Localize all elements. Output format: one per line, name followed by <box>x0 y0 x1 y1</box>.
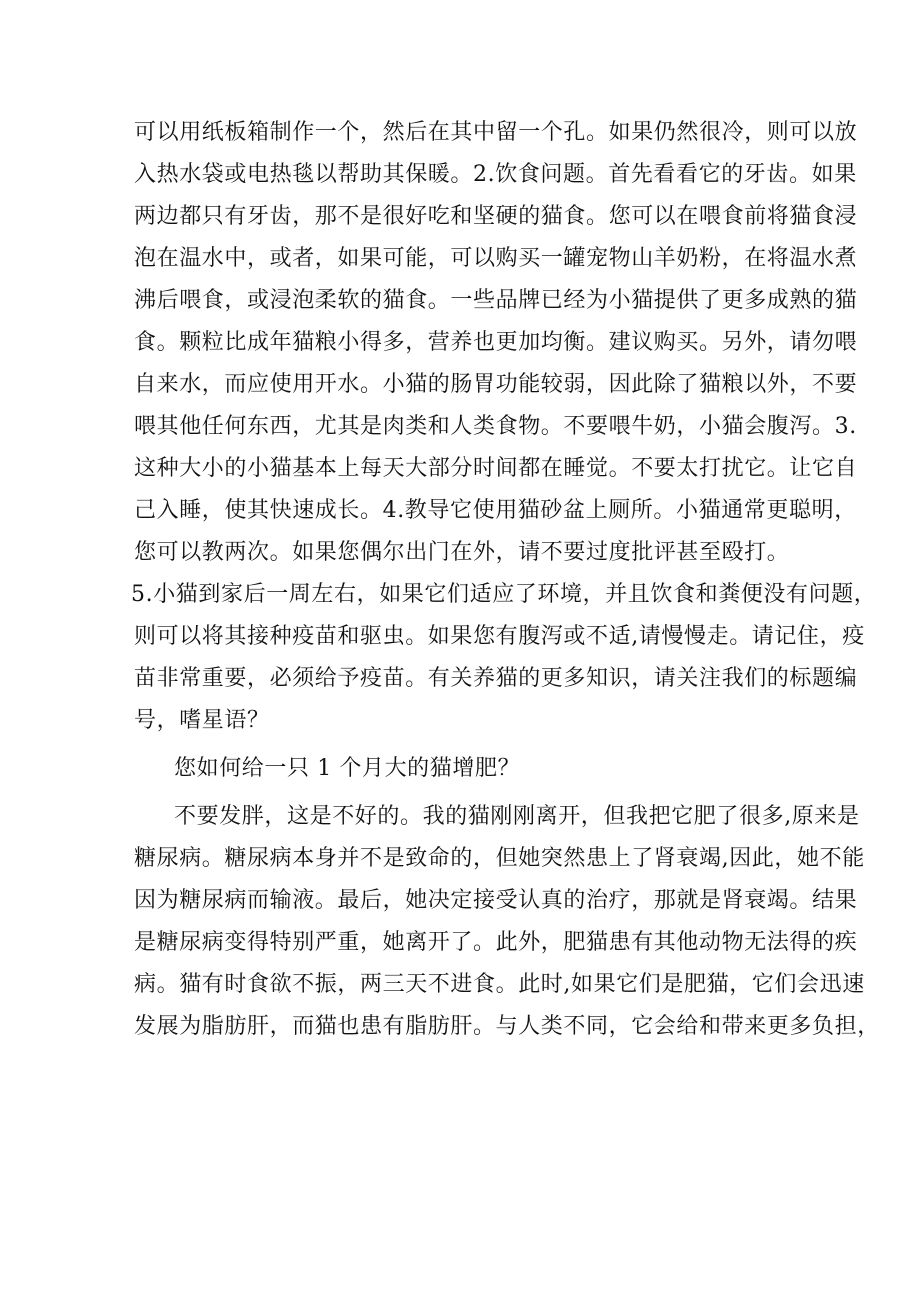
text-line: 苗非常重要，必须给予疫苗。有关养猫的更多知识，请关注我们的标题编 <box>134 666 858 691</box>
paragraph-1 <box>134 112 858 574</box>
text-line: 食。颗粒比成年猫粮小得多，营养也更加均衡。建议购买。另外，请勿喂 <box>134 330 858 355</box>
text-line: 沸后喂食，或浸泡柔软的猫食。一些品牌已经为小猫提供了更多成熟的猫 <box>134 288 858 313</box>
text-line: 不要发胖，这是不好的。我的猫刚刚离开，但我把它肥了很多,原来是 <box>174 804 860 829</box>
text-line: 发展为脂肪肝，而猫也患有脂肪肝。与人类不同，它会给和带来更多负担， <box>134 1014 880 1039</box>
text-line: 5.小猫到家后一周左右，如果它们适应了环境，并且饮食和粪便没有问题， <box>131 582 877 607</box>
text-line: 这种大小的小猫基本上每天大部分时间都在睡觉。不要太打扰它。让它自 <box>134 456 858 481</box>
text-line: 泡在温水中，或者，如果可能，可以购买一罐宠物山羊奶粉，在将温水煮 <box>134 246 858 271</box>
paragraph-2 <box>131 574 877 742</box>
text-line: 号，嗜星语？ <box>134 708 270 733</box>
text-line: 因为糖尿病而输液。最后，她决定接受认真的治疗，那就是肾衰竭。结果 <box>134 888 858 913</box>
text-line: 可以用纸板箱制作一个，然后在其中留一个孔。如果仍然很冷，则可以放 <box>134 120 858 145</box>
text-line: 是糖尿病变得特别严重，她离开了。此外，肥猫患有其他动物无法得的疾 <box>134 930 858 955</box>
text-line: 己入睡，使其快速成长。4.教导它使用猫砂盆上厕所。小猫通常更聪明， <box>134 498 857 523</box>
text-line: 糖尿病。糖尿病本身并不是致命的，但她突然患上了肾衰竭,因此，她不能 <box>134 846 865 871</box>
document-body <box>131 112 880 1048</box>
question-heading: 您如何给一只 1 个月大的猫增肥？ <box>174 756 521 781</box>
text-line: 病。猫有时食欲不振，两三天不进食。此时,如果它们是肥猫，它们会迅速 <box>134 972 865 997</box>
paragraph-3 <box>134 796 880 1048</box>
text-line: 两边都只有牙齿，那不是很好吃和坚硬的猫食。您可以在喂食前将猫食浸 <box>134 204 858 229</box>
text-line: 则可以将其接种疫苗和驱虫。如果您有腹泻或不适,请慢慢走。请记住，疫 <box>134 624 865 649</box>
text-line: 喂其他任何东西，尤其是肉类和人类食物。不要喂牛奶，小猫会腹泻。3. <box>134 414 857 439</box>
text-line: 您可以教两次。如果您偶尔出门在外，请不要过度批评甚至殴打。 <box>134 540 790 565</box>
text-line: 自来水，而应使用开水。小猫的肠胃功能较弱，因此除了猫粮以外，不要 <box>134 372 858 397</box>
text-line: 入热水袋或电热毯以帮助其保暖。2.饮食问题。首先看看它的牙齿。如果 <box>134 162 857 187</box>
